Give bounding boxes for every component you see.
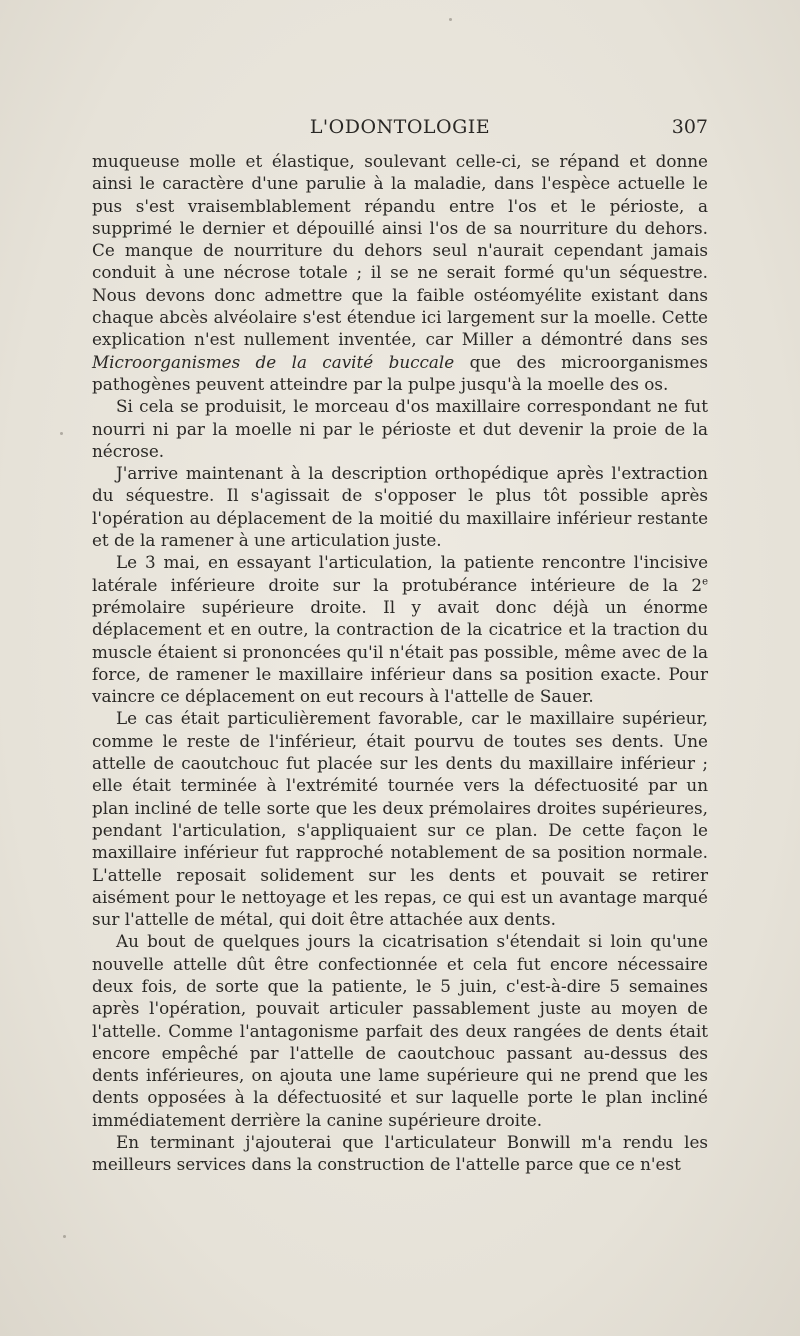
paragraph: Le cas était particulièrement favorable, car le maxillaire supérieur, comme le reste de l'inférieur, était pourvu de toutes ses dents. Une attelle de caoutchouc fut placée sur les dents du maxillaire inférieur ; elle était terminée à l'extrémité tournée vers la défectuosité par un plan incliné de telle sorte que les deux prémolaires droites supérieures, pendant l'articulation, s'appliquaient sur ce plan. De cette façon le maxillaire inférieur fut rapproché notablement de sa position normale. L'attelle reposait solidement sur les dents et pouvait se retirer aisément pour le nettoyage et les repas, ce qui est un avantage marqué sur l'attelle de métal, qui doit être attachée aux dents. [92,708,708,930]
paragraph-text: prémolaire supérieure droite. Il y avait donc déjà un énorme déplacement et en outre, la contraction de la cicatrice et la traction du muscle étaient si prononcées qu'il n'était pas possible, même avec de la force, de ramener le maxillaire inférieur dans sa position exacte. Pour vaincre ce déplacement on eut recours à l'attelle de Sauer. [92,596,708,707]
paragraph: Au bout de quelques jours la cicatrisation s'étendait si loin qu'une nouvelle attelle dût être confectionnée et cela fut encore nécessaire deux fois, de sorte que la patiente, le 5 juin, c'est-à-dire 5 semaines après l'opération, pouvait articuler passablement juste au moyen de l'attelle. Comme l'antagonisme parfait des deux rangées de dents était encore empêché par l'attelle de caoutchouc passant au-dessus des dents inférieures, on ajouta une lame supérieure qui ne prend que les dents opposées à la défectuosité et sur laquelle porte le plan incliné immédiatement derrière la canine supérieure droite. [92,931,708,1130]
paragraph: Si cela se produisit, le morceau d'os maxillaire correspondant ne fut nourri ni par la moelle ni par le périoste et dut devenir la proie de la nécrose. [92,396,708,461]
paragraph-text: muqueuse molle et élastique, soulevant celle-ci, se répand et donne ainsi le caractère d'une parulie à la maladie, dans l'espèce actuelle le pus s'est vraisemblablement répandu entre l'os et le périoste, a supprimé le dernier et dépouillé ainsi l'os de sa nourriture du dehors. Ce manque de nourriture du dehors seul n'aurait cependant jamais conduit à une nécrose totale ; il se ne serait formé qu'un séquestre. Nous devons donc admettre que la faible ostéomyélite existant dans chaque abcès alvéolaire s'est étendue ici largement sur la moelle. Cette explication n'est nullement inventée, car Miller a démontré dans ses [92,151,708,350]
paper-speck [449,18,452,21]
page-number: 307 [671,116,708,138]
paragraph: En terminant j'ajouterai que l'articulateur Bonwill m'a rendu les meilleurs services dans la construction de l'attelle parce que ce n'est [92,1132,708,1175]
book-title-italic: Microorganismes de la cavité buccale [92,351,455,372]
page-header [92,116,708,146]
paragraph [92,551,708,707]
paragraph [92,150,708,395]
body-text [92,150,708,1176]
superscript: e [702,576,708,588]
paragraph-text: Le 3 mai, en essayant l'articulation, la patiente rencontre l'incisive latérale inférieure droite sur la protubérance intérieure de la 2 [92,552,708,595]
paragraph-text: que des microorganismes pathogènes peuvent atteindre par la pulpe jusqu'à la moelle des os. [92,351,709,394]
paper-speck [60,432,63,435]
paragraph: J'arrive maintenant à la description orthopédique après l'extraction du séquestre. Il s'agissait de s'opposer le plus tôt possible après l'opération au déplacement de la moitié du maxillaire inférieur restante et de la ramener à une articulation juste. [92,463,708,551]
paper-speck [63,1235,66,1238]
running-title: L'ODONTOLOGIE [309,116,491,138]
